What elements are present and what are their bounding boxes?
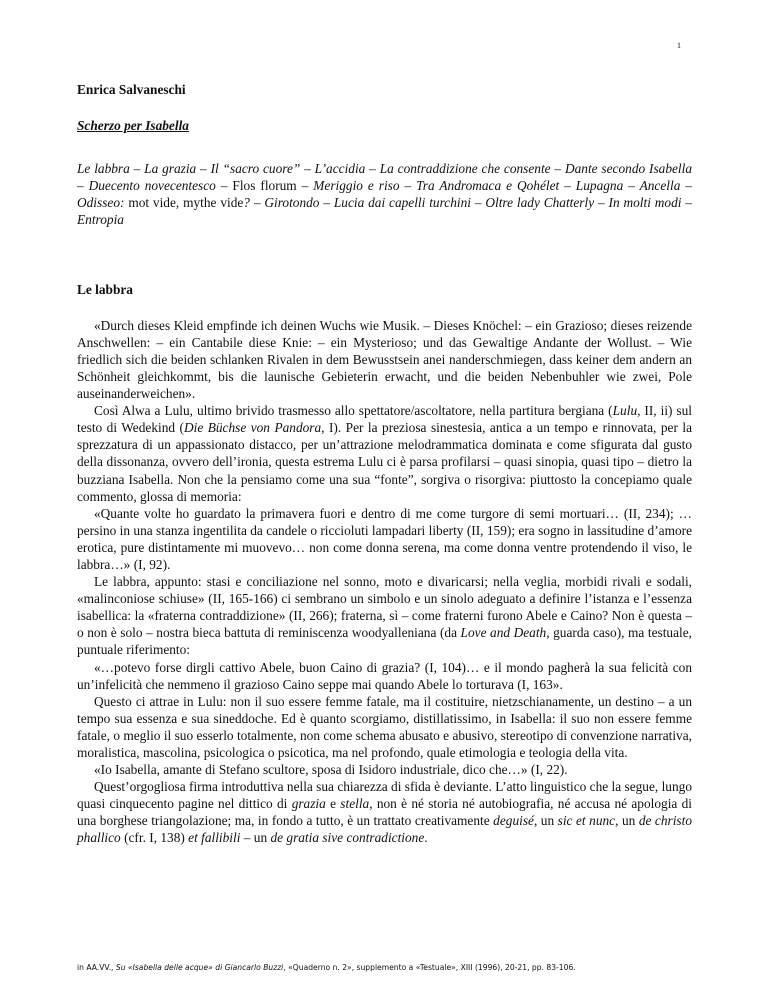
text-run: , I). Per la preziosa sinestesia, antica a un tempo e rinnovata, per la sprezzatura di un appassionato distacco, per un’attrazione melodrammatica dominata e come sfigurata dal gusto della dissonanza, ovvero dell’ironia, questa estrema Lulu ci è parsa profilarsi – quasi sinopia, quasi tipo – dietro la buzziana Isabella. Non che la pensiamo come una sua “fonte”, sorgiva o risorgiva: piuttosto la concepiamo quale commento, glossa di memoria: xyxy=(77,420,692,504)
document-body xyxy=(77,81,692,847)
text-run: – un xyxy=(240,830,271,846)
paragraph xyxy=(77,505,692,573)
paragraph xyxy=(77,659,692,693)
paragraph xyxy=(77,573,692,658)
text-run: , un xyxy=(533,813,558,829)
text-run: «Quante volte ho guardato la primavera fuori e dentro di me come turgore di semi mortuari… (II, 234); …persino in una stanza ingentilita da candele o riccioluti lampadari liberty (II, 159); era sogno in lassitudine d’amore erotica, pure distintamente mi muovevo… non come donna serena, ma come donna ventre protendendo il viso, le labbra…» (I, 92). xyxy=(77,505,692,572)
paragraph xyxy=(77,317,692,402)
italic-text: et fallibili xyxy=(188,830,241,846)
text-run: Quest’orgogliosa firma introduttiva nella sua chiarezza di sfida è deviante. L’atto linguistico che la segue, lungo quasi cinquecento pagine nel dittico di xyxy=(77,779,692,812)
text-run: Questo ci attrae in Lulu: non il suo essere femme fatale, ma il costituire, nietzschianamente, un destino – a un tempo sua essenza e sua sineddoche. Ed è quanto scorgiamo, distillatissimo, in Isabella: il suo non essere femme fatale, o meglio il suo esserlo totalmente, non come schema abusato e abusivo, stereotipo di convenzione narrativa, moralistica, mascolina, psicologica o psicotica, ma nel profondo, quale etimologia e teologia della vita. xyxy=(77,693,692,760)
text-run: , un xyxy=(615,813,639,829)
citation-text: , «Quaderno n. 2», supplemento a «Testuale», XIII (1996), 20-21, pp. 83-106. xyxy=(283,963,576,972)
text-run: , guarda caso), ma testuale, puntuale riferimento: xyxy=(77,625,692,658)
table-of-contents xyxy=(77,160,692,228)
italic-text: Love and Death xyxy=(460,625,547,641)
toc-segment: Le labbra – La grazia – Il “sacro cuore” – L’accidia – La contraddizione che consente – Dante secondo Isabella – Duecento novecentesco – xyxy=(77,161,692,194)
toc-segment: – Meriggio e riso – Tra Andromaca e Qohélet – Lupagna – Ancella – Odisseo: xyxy=(77,178,692,211)
citation-title: Su «Isabella delle acque» di Giancarlo Buzzi xyxy=(115,963,284,972)
paragraph xyxy=(77,402,692,505)
paragraph xyxy=(77,693,692,761)
text-run: e xyxy=(325,796,341,812)
text-run: «…potevo forse dirgli cattivo Abele, buon Caino di grazia? (I, 104)… e il mondo pagherà la sua felicità con un’infelicità che nemmeno il grazioso Caino seppe mai quando Abele lo torturava (I, 163». xyxy=(77,659,692,692)
text-run: Così Alwa a Lulu, ultimo brivido trasmesso allo spettatore/ascoltatore, nella partitura bergiana ( xyxy=(94,403,613,419)
text-run: Le labbra, appunto: stasi e conciliazione nel sonno, moto e divaricarsi; nella veglia, morbidi rivali e sodali, «malinconiose schiuse» (II, 165-166) ci sembrano un simbolo e un sinolo adeguato a definire l’istanza e l’essenza isabellica: la «fraterna contraddizione» (II, 266); fraterna, sì – come fraterni furono Abele e Caino? Non è questa – o non è solo – nostra bieca battuta di reminiscenza woodyalleniana (da xyxy=(77,574,692,641)
text-run: . xyxy=(424,830,428,846)
section-text xyxy=(77,317,692,847)
page-number: 1 xyxy=(677,41,681,50)
toc-segment: ? – Girotondo – Lucia dai capelli turchini – Oltre lady Chatterly – In molti modi – Entropia xyxy=(77,195,693,228)
author-name: Enrica Salvaneschi xyxy=(77,82,186,97)
italic-text: Die Büchse von Pandora xyxy=(183,420,322,436)
toc-segment: mot vide, mythe vide xyxy=(128,195,244,211)
italic-text: de christo phallico xyxy=(77,813,692,846)
italic-text: de gratia sive contradictione xyxy=(270,830,425,846)
text-run: , non è né storia né autobiografia, né accusa né apologia di una borghese triangolazione; ma, in fondo a tutto, è un trattato creativamente xyxy=(77,796,692,829)
text-run: , II, ii) sul testo di Wedekind ( xyxy=(77,403,692,436)
citation-footer xyxy=(77,963,692,972)
text-run: «Durch dieses Kleid empfinde ich deinen Wuchs wie Musik. – Dieses Knöchel: – ein Grazioso; dieses reizende Anschwellen: – ein Cantabile diese Knie: – ein Mysterioso; und das Gewaltige Andante der Wollust. – Wie friedlich sich die beiden schlanken Rivalen in dem Bewusstsein anei nanderschmiegen, dass keiner dem andern an Schönheit gleichkommt, bis die launische Gebieterin erwacht, und die beiden Nebenbuhler wie zwei, Pole auseinanderweichen». xyxy=(77,317,692,402)
paragraph xyxy=(77,778,692,846)
italic-text: stella xyxy=(340,796,370,812)
essay-title: Scherzo per Isabella xyxy=(77,118,189,134)
italic-text: sic et nunc xyxy=(557,813,616,829)
text-run: «Io Isabella, amante di Stefano scultore, sposa di Isidoro industriale, dico che…» (I, 22). xyxy=(94,762,568,778)
paragraph xyxy=(77,761,692,778)
toc-segment: Flos florum xyxy=(232,178,297,194)
italic-text: deguisé xyxy=(493,813,534,829)
section-heading: Le labbra xyxy=(77,281,133,297)
italic-text: Lulu xyxy=(612,403,638,419)
italic-text: grazia xyxy=(291,796,326,812)
citation-text: in AA.VV., xyxy=(77,963,116,972)
text-run: (cfr. I, 138) xyxy=(120,830,189,846)
